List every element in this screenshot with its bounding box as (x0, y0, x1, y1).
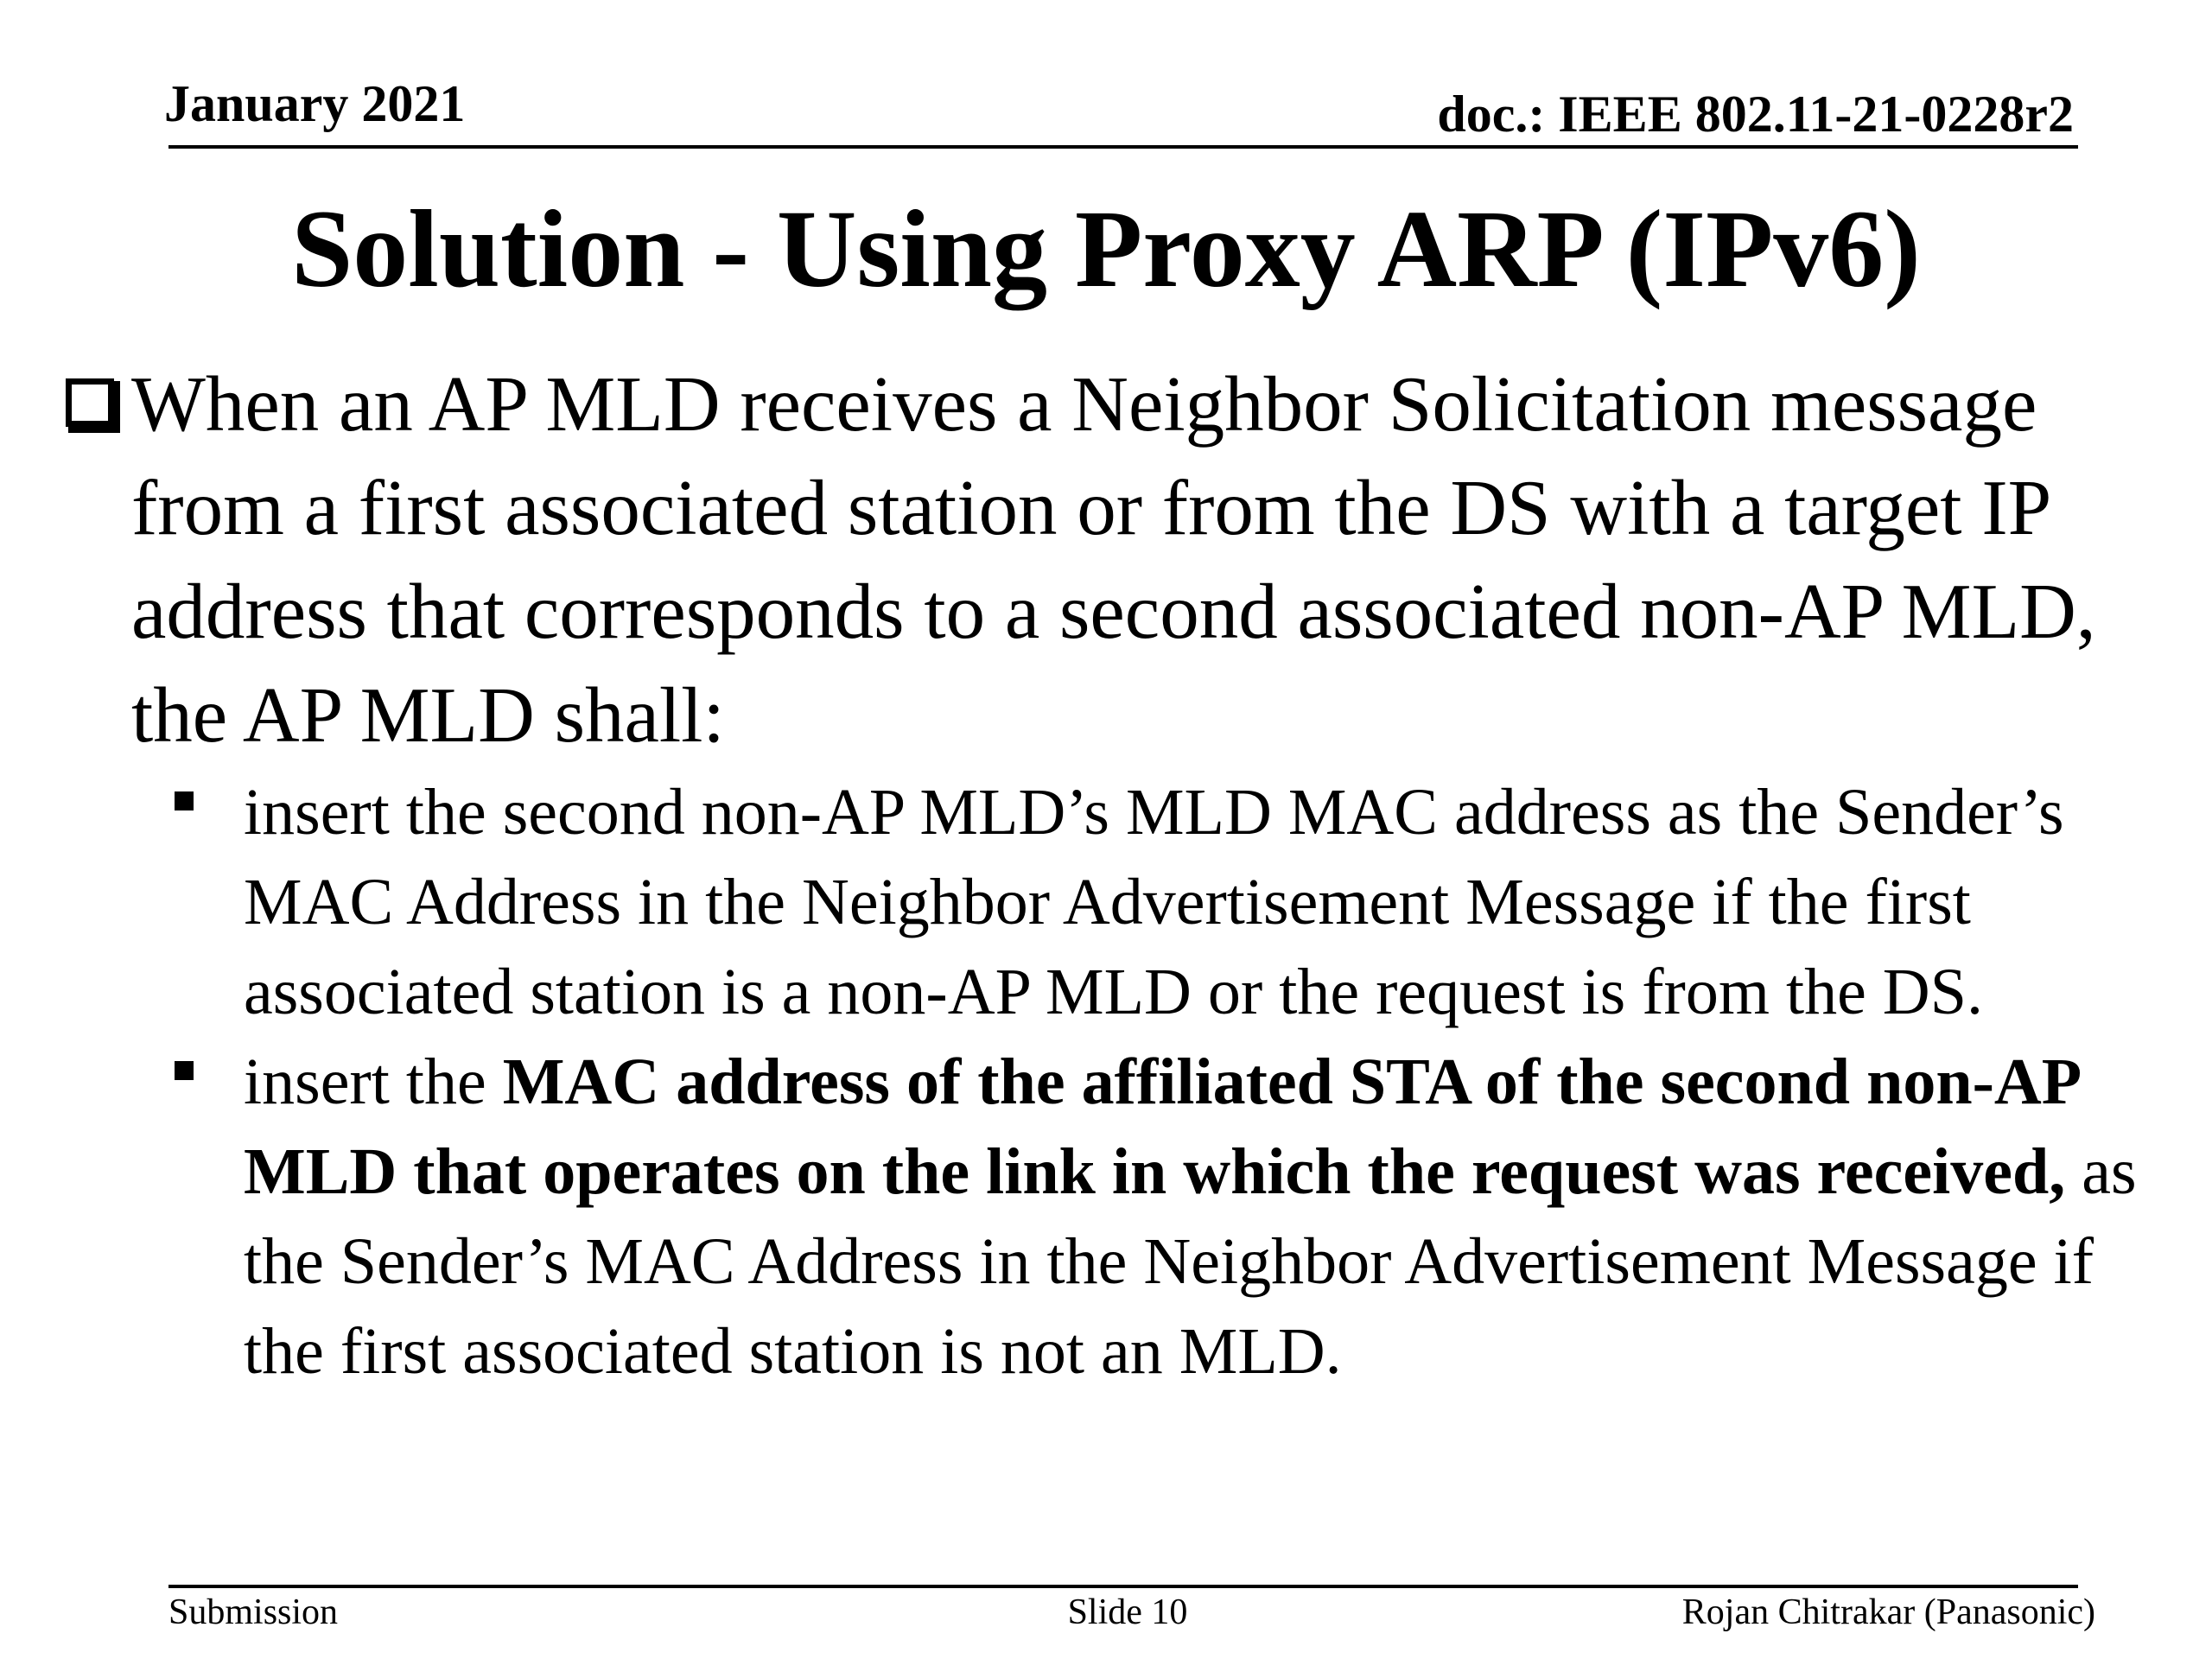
header-date: January 2021 (164, 75, 466, 132)
sub-bullet-item (175, 1037, 2171, 1396)
sub-bullet-prefix: insert the (244, 1046, 503, 1118)
square-bullet-icon (175, 767, 244, 857)
header-rule (168, 145, 2078, 149)
sub-bullet-item (175, 767, 2171, 1037)
slide-title: Solution - Using Proxy ARP (IPv6) (291, 188, 1921, 310)
slide-body (62, 353, 2171, 1396)
footer-slide-number: Slide 10 (1067, 1592, 1188, 1632)
sub-bullet-list (175, 767, 2171, 1396)
square-bullet-icon (175, 1037, 244, 1127)
footer-submission: Submission (168, 1592, 339, 1632)
main-bullet-text: When an AP MLD receives a Neighbor Solicitation message from a first associated station or from the DS with a target IP address that corresponds to a second associated non-AP MLD, the AP MLD shall: (131, 360, 2096, 759)
sub-bullet-text: insert the second non-AP MLD’s MLD MAC address as the Sender’s MAC Address in the Neighbor Advertisement Message if the first associated station is a non-AP MLD or the request is from the DS. (244, 776, 2064, 1028)
sub-bullet-suffix: as the Sender’s MAC Address in the Neighbor Advertisement Message if the first associated station is not an MLD. (244, 1135, 2137, 1388)
footer-author: Rojan Chitrakar (Panasonic) (1681, 1592, 2095, 1632)
main-bullet (62, 353, 2171, 767)
footer-rule (168, 1585, 2078, 1588)
checkbox-bullet-icon (62, 353, 131, 456)
header-doc-id: doc.: IEEE 802.11-21-0228r2 (1437, 86, 2074, 143)
sub-bullet-text (244, 1037, 2171, 1396)
sub-bullet-bold: MAC address of the affiliated STA of the second non-AP MLD that operates on the link in which the request was received, (244, 1046, 2079, 1208)
